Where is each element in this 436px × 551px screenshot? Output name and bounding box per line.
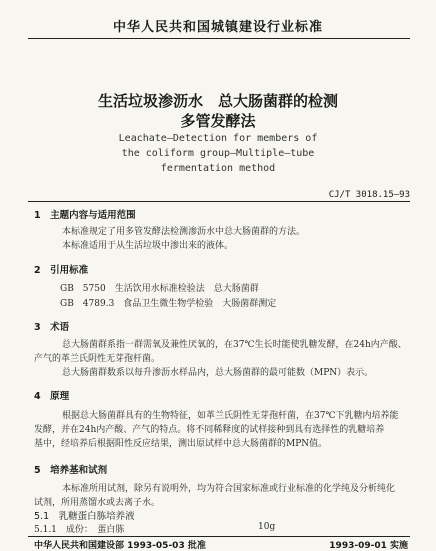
footer-rule [28,536,410,537]
section-5-heading: 5 培养基和试剂 [34,465,108,476]
section-1-paragraph-2: 本标准适用于从生活垃圾中渗出来的液体。 [62,241,234,251]
issuer-header: 中华人民共和国城镇建设行业标准 [112,20,323,35]
header-rule [28,38,410,39]
section-5-paragraph-line2: 试剂，所用蒸馏水或去离子水。 [34,498,161,508]
section-1-paragraph-1: 本标准规定了用多管发酵法检测渗沥水中总大肠菌群的方法。 [62,227,306,237]
title-zh-line1: 生活垃圾渗沥水 总大肠菌群的检测 [97,92,338,110]
section-5-1-1-value: 10g [258,522,276,532]
section-4-heading: 4 原理 [34,391,70,402]
title-en-line1: Leachate—Detection for members of [118,133,318,144]
section-3-paragraph-2: 总大肠菌群数系以每升渗沥水样品内，总大肠菌群的最可能数（MPN）表示。 [62,368,374,378]
title-en-line2: the coliform group—Multiple—tube [121,148,315,159]
section-5-1-heading: 5.1 乳糖蛋白胨培养液 [34,511,135,522]
section-3-heading: 3 术语 [34,322,70,333]
section-2-heading: 2 引用标准 [34,265,89,276]
section-4-paragraph-line2: 发酵，并在24h内产酸、产气的特点。将不同稀释度的试样接种到具有选择性的乳糖培养 [34,425,385,435]
title-zh-line2: 多管发酵法 [180,112,256,130]
title-en-line3: fermentation method [160,163,276,174]
section-5-paragraph-line1: 本标准所用试剂，除另有说明外，均为符合国家标准或行业标准的化学纯及分析纯化 [62,484,396,494]
standard-code: CJ/T 3018.15—93 [328,190,410,200]
section-4-paragraph-line3: 基中，经培养后根据阳性反应结果，测出原试样中总大肠菌群的MPN值。 [34,439,328,449]
footer-implementation: 1993-09-01 实施 [329,541,408,551]
section-2-reference-2: GB 4789.3 食品卫生微生物学检验 大肠菌群测定 [60,299,277,309]
section-5-1-1-label: 5.1.1 成份： 蛋白胨 [34,525,125,535]
section-3-paragraph-1: 总大肠菌群系指一群需氧及兼性厌氧的，在37℃生长时能使乳糖发酵，在24h内产酸、 [62,340,407,350]
footer-approval: 中华人民共和国建设部 1993-05-03 批准 [34,541,206,551]
title-rule [28,201,410,202]
section-3-paragraph-1-cont: 产气的革兰氏阴性无芽孢杆菌。 [34,354,161,364]
section-1-heading: 1 主题内容与适用范围 [34,210,136,221]
section-2-reference-1: GB 5750 生活饮用水标准检验法 总大肠菌群 [60,284,259,294]
section-4-paragraph-line1: 根据总大肠菌群具有的生物特征，如革兰氏阴性无芽孢杆菌，在37℃下乳糖内培养能 [62,411,399,421]
